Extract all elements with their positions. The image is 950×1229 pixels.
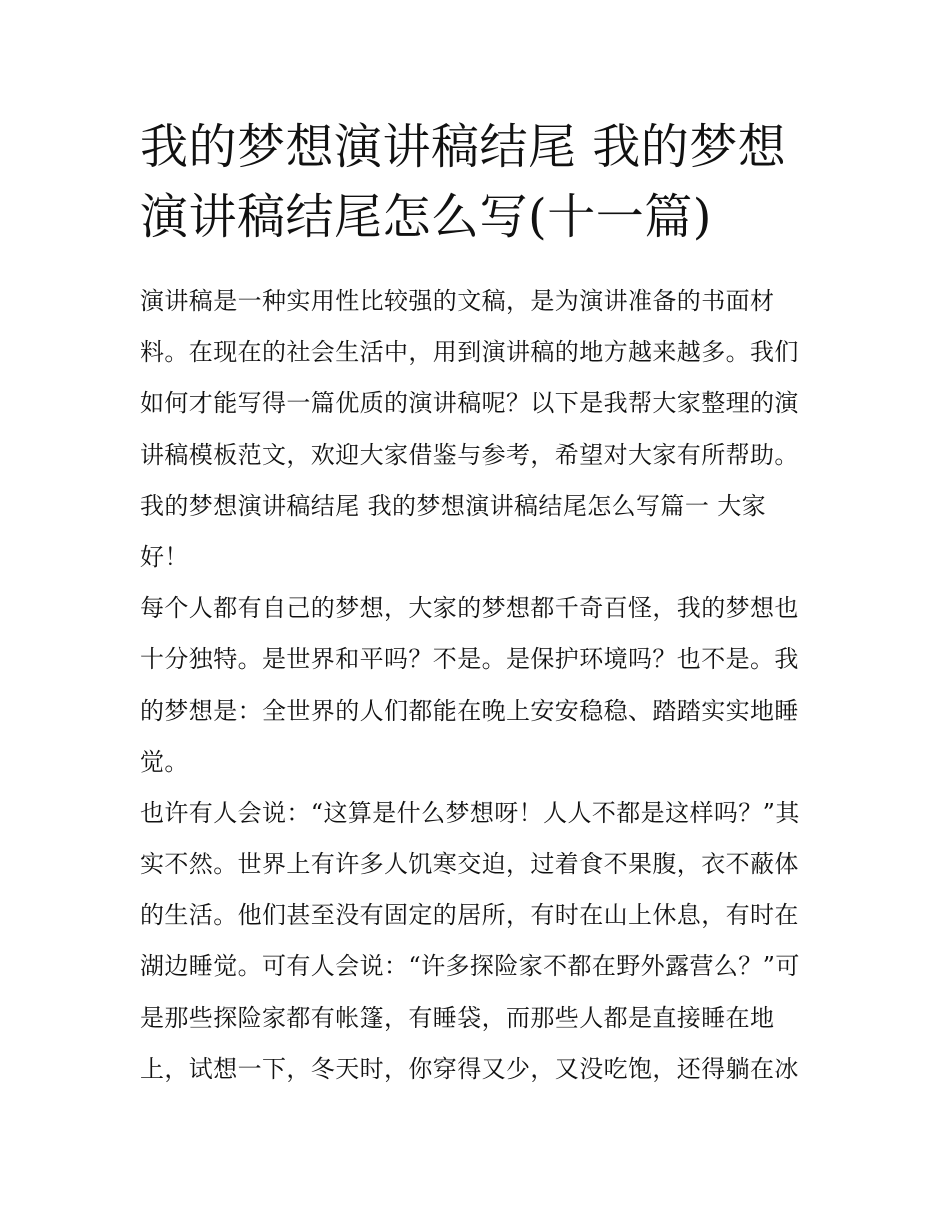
body-line: 如何才能写得一篇优质的演讲稿呢？以下是我帮大家整理的演 xyxy=(140,389,799,418)
title-line: 我的梦想演讲稿结尾 我的梦想 xyxy=(140,119,787,175)
body-line: 的生活。他们甚至没有固定的居所，有时在山上休息，有时在 xyxy=(140,901,799,930)
body-line: 也许有人会说：“这算是什么梦想呀！人人不都是这样吗？”其 xyxy=(140,798,800,827)
body-line: 觉。 xyxy=(140,747,189,776)
body-line: 上，试想一下，冬天时，你穿得又少，又没吃饱，还得躺在冰 xyxy=(140,1054,799,1083)
body-line: 十分独特。是世界和平吗？不是。是保护环境吗？也不是。我 xyxy=(140,645,799,674)
body-line: 料。在现在的社会生活中，用到演讲稿的地方越来越多。我们 xyxy=(140,338,799,367)
document-body xyxy=(140,276,820,1095)
body-line: 每个人都有自己的梦想，大家的梦想都千奇百怪，我的梦想也 xyxy=(140,594,799,623)
body-line: 演讲稿是一种实用性比较强的文稿，是为演讲准备的书面材 xyxy=(140,287,775,315)
body-line: 实不然。世界上有许多人饥寒交迫，过着食不果腹，衣不蔽体 xyxy=(140,850,799,879)
title-line: 演讲稿结尾怎么写(十一篇) xyxy=(140,189,712,245)
document-title xyxy=(140,112,820,252)
body-line: 我的梦想演讲稿结尾 我的梦想演讲稿结尾怎么写篇一 大家 xyxy=(140,491,767,520)
body-line: 湖边睡觉。可有人会说：“许多探险家不都在野外露营么？”可 xyxy=(140,952,800,981)
body-line: 的梦想是：全世界的人们都能在晚上安安稳稳、踏踏实实地睡 xyxy=(140,696,799,725)
body-line: 好！ xyxy=(140,542,189,571)
body-line: 讲稿模板范文，欢迎大家借鉴与参考，希望对大家有所帮助。 xyxy=(140,440,799,469)
body-line: 是那些探险家都有帐篷，有睡袋，而那些人都是直接睡在地 xyxy=(140,1003,775,1032)
